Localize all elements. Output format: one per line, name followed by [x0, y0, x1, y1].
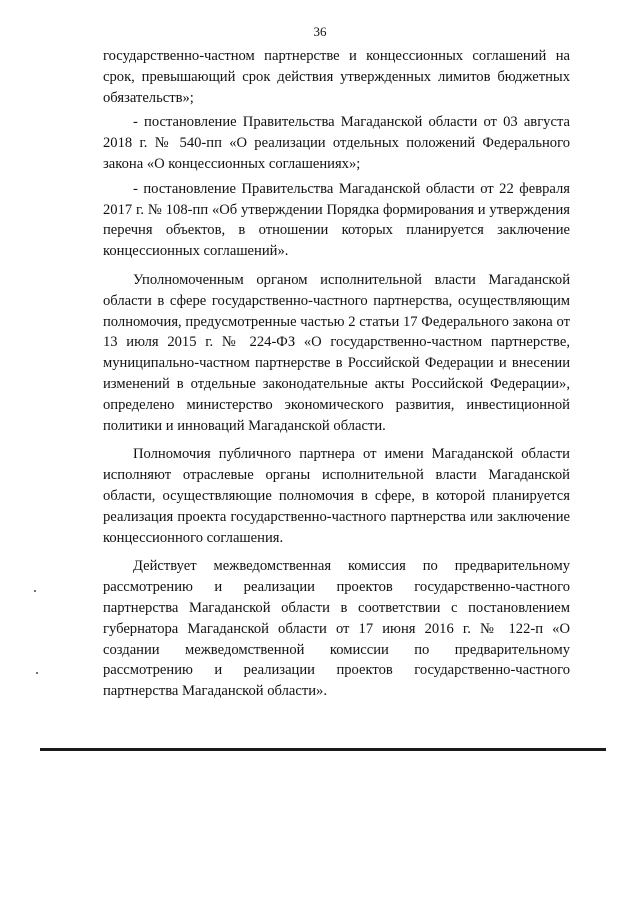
paragraph-resolution-108: - постановление Правительства Магаданской области от 22 февраля 2017 г. № 108-пп «Об утверждении Порядка формирования и утверждения перечня объектов, в отношении которых планируется заключение концессионных соглашений». [103, 180, 570, 260]
footer-rule [40, 748, 606, 751]
page-number: 36 [313, 24, 327, 39]
paragraph-authorized-body: Уполномоченным органом исполнительной власти Магаданской области в сфере государственно-частного партнерства, осуществляющим полномочия, предусмотренные частью 2 статьи 17 Федерального закона от 13 июля 2015 г. № 224-ФЗ «О государственно-частном партнерстве, муниципально-частном партнерстве в Российской Федерации и внесении изменений в отдельные законодательные акты Российской Федерации», определено министерство экономического развития, инвестиционной политики и инноваций Магаданской области. [103, 271, 570, 434]
scan-speck [34, 590, 36, 592]
paragraph-public-partner: Полномочия публичного партнера от имени Магаданской области исполняют отраслевые органы исполнительной власти Магаданской области, осуществляющие полномочия в сфере, в которой планируется реализация проекта государственно-частного партнерства или заключение концессионного соглашения. [103, 446, 570, 546]
document-body [103, 46, 570, 702]
paragraph-resolution-540: - постановление Правительства Магаданской области от 03 августа 2018 г. № 540-пп «О реализации отдельных положений Федерального закона «О концессионных соглашениях»; [103, 114, 570, 172]
paragraph-continuation: государственно-частном партнерстве и концессионных соглашений на срок, превышающий срок действия утвержденных лимитов бюджетных обязательств»; [103, 48, 570, 106]
paragraph-commission: Действует межведомственная комиссия по предварительному рассмотрению и реализации проектов государственно-частного партнерства Магаданской области в соответствии с постановлением губернатора Магаданской области от 17 июня 2016 г. № 122-п «О создании межведомственной комиссии по предварительному рассмотрению и реализации проектов государственно-частного партнерства Магаданской области». [103, 558, 570, 700]
scan-speck [36, 672, 38, 674]
